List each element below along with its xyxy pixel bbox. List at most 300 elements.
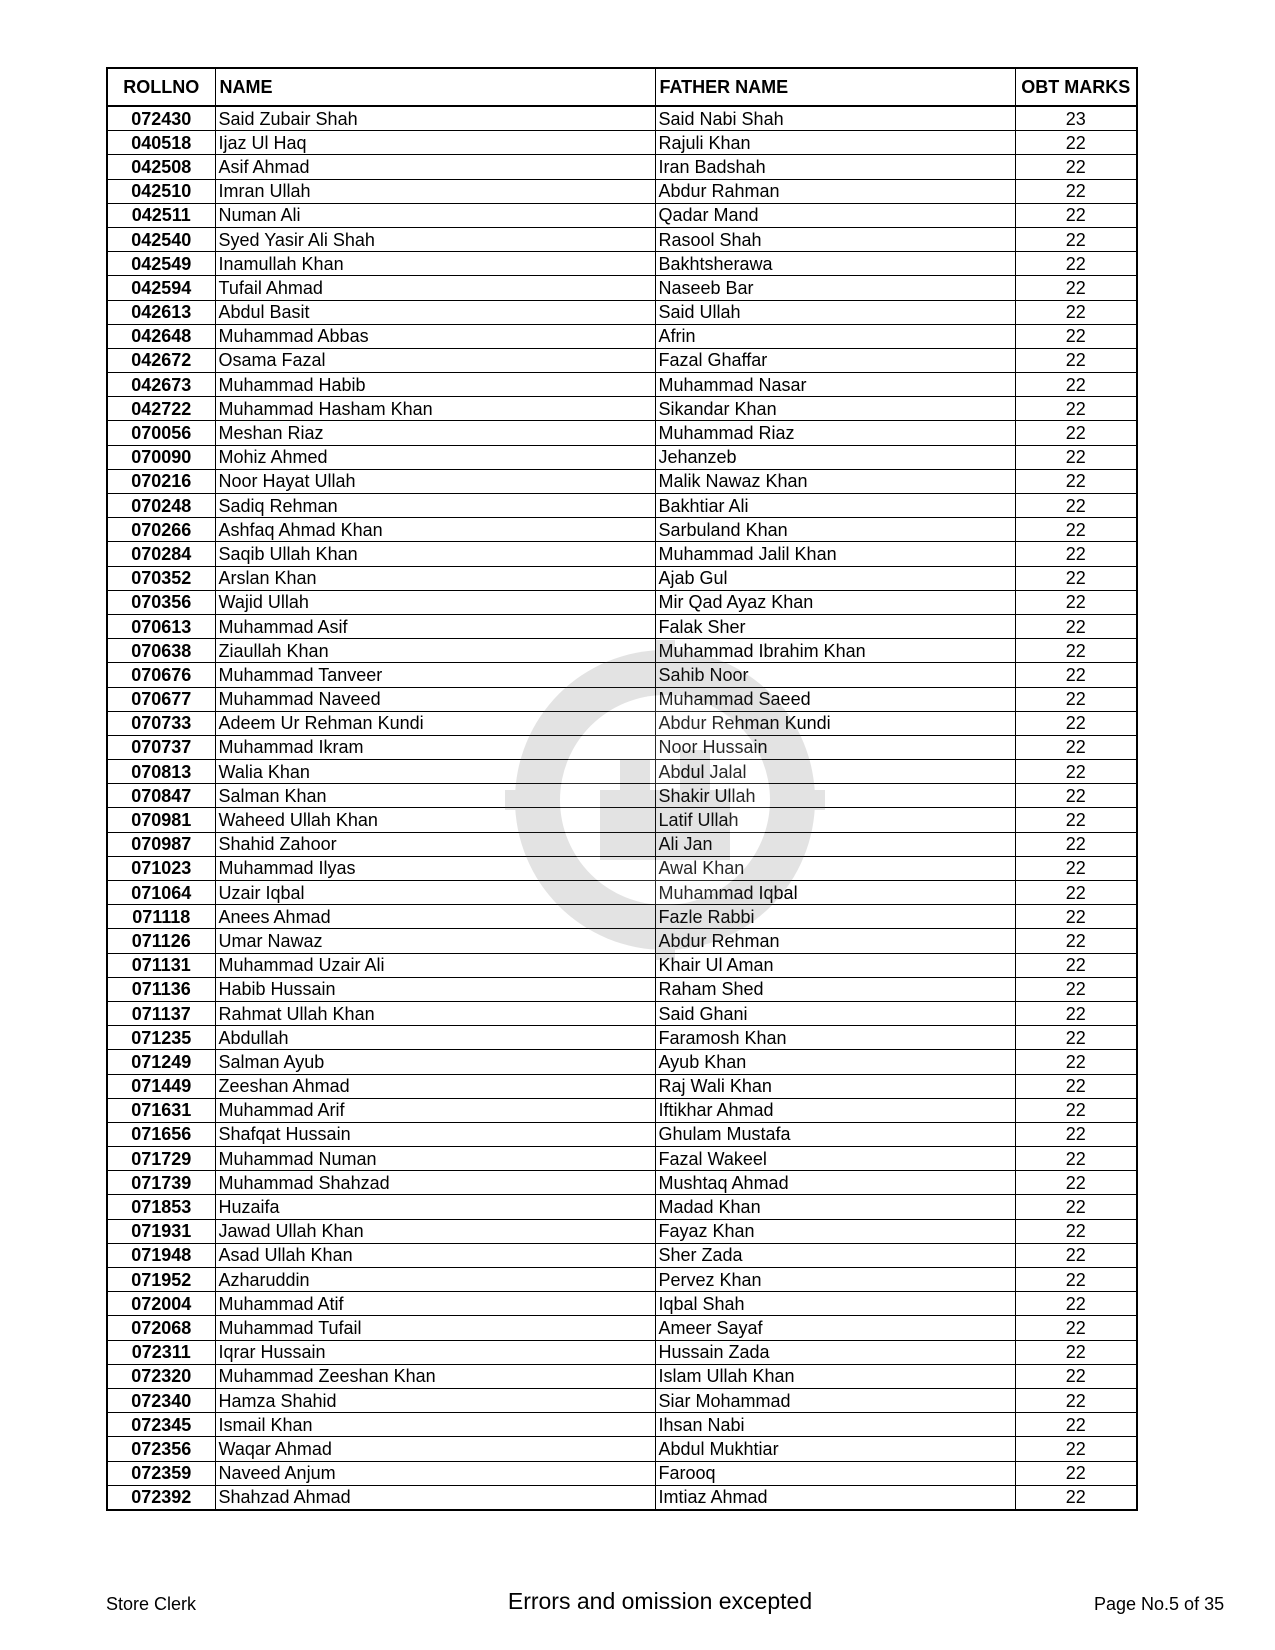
cell-name: Shahzad Ahmad — [215, 1485, 655, 1510]
cell-name: Asif Ahmad — [215, 155, 655, 179]
cell-name: Waqar Ahmad — [215, 1437, 655, 1461]
cell-father-name: Madad Khan — [655, 1195, 1015, 1219]
cell-rollno: 070676 — [107, 663, 215, 687]
cell-obt-marks: 22 — [1015, 566, 1137, 590]
cell-name: Imran Ullah — [215, 179, 655, 203]
cell-obt-marks: 22 — [1015, 1413, 1137, 1437]
table-row — [107, 1026, 1137, 1050]
cell-obt-marks: 22 — [1015, 542, 1137, 566]
table-row — [107, 518, 1137, 542]
cell-father-name: Fazle Rabbi — [655, 905, 1015, 929]
table-row — [107, 397, 1137, 421]
cell-obt-marks: 22 — [1015, 639, 1137, 663]
cell-obt-marks: 22 — [1015, 300, 1137, 324]
cell-name: Noor Hayat Ullah — [215, 469, 655, 493]
cell-father-name: Qadar Mand — [655, 203, 1015, 227]
cell-name: Muhammad Asif — [215, 614, 655, 638]
cell-rollno: 072359 — [107, 1461, 215, 1485]
table-row — [107, 808, 1137, 832]
cell-father-name: Muhammad Saeed — [655, 687, 1015, 711]
cell-name: Saqib Ullah Khan — [215, 542, 655, 566]
cell-rollno: 072311 — [107, 1340, 215, 1364]
cell-rollno: 071131 — [107, 953, 215, 977]
cell-obt-marks: 22 — [1015, 1195, 1137, 1219]
cell-rollno: 042613 — [107, 300, 215, 324]
cell-obt-marks: 22 — [1015, 373, 1137, 397]
cell-name: Said Zubair Shah — [215, 106, 655, 131]
table-row — [107, 832, 1137, 856]
table-row — [107, 590, 1137, 614]
table-row — [107, 494, 1137, 518]
cell-name: Ziaullah Khan — [215, 639, 655, 663]
cell-rollno: 071137 — [107, 1001, 215, 1025]
cell-father-name: Ihsan Nabi — [655, 1413, 1015, 1437]
cell-obt-marks: 22 — [1015, 784, 1137, 808]
table-row — [107, 203, 1137, 227]
header-obt-marks: OBT MARKS — [1015, 68, 1137, 106]
table-row — [107, 1195, 1137, 1219]
table-row — [107, 1268, 1137, 1292]
cell-rollno: 070847 — [107, 784, 215, 808]
table-row — [107, 276, 1137, 300]
table-header-row — [107, 68, 1137, 106]
cell-obt-marks: 22 — [1015, 518, 1137, 542]
table-row — [107, 1074, 1137, 1098]
cell-rollno: 071064 — [107, 881, 215, 905]
table-row — [107, 977, 1137, 1001]
cell-father-name: Jehanzeb — [655, 445, 1015, 469]
cell-obt-marks: 22 — [1015, 469, 1137, 493]
cell-rollno: 070813 — [107, 760, 215, 784]
cell-father-name: Ali Jan — [655, 832, 1015, 856]
cell-obt-marks: 22 — [1015, 856, 1137, 880]
cell-father-name: Mushtaq Ahmad — [655, 1171, 1015, 1195]
table-row — [107, 953, 1137, 977]
cell-rollno: 042549 — [107, 252, 215, 276]
table-row — [107, 252, 1137, 276]
cell-father-name: Mir Qad Ayaz Khan — [655, 590, 1015, 614]
header-father-name: FATHER NAME — [655, 68, 1015, 106]
cell-obt-marks: 22 — [1015, 324, 1137, 348]
cell-name: Abdul Basit — [215, 300, 655, 324]
table-row — [107, 227, 1137, 251]
cell-obt-marks: 22 — [1015, 276, 1137, 300]
cell-father-name: Sikandar Khan — [655, 397, 1015, 421]
cell-obt-marks: 22 — [1015, 1098, 1137, 1122]
cell-rollno: 070356 — [107, 590, 215, 614]
cell-father-name: Ayub Khan — [655, 1050, 1015, 1074]
cell-father-name: Said Nabi Shah — [655, 106, 1015, 131]
cell-father-name: Khair Ul Aman — [655, 953, 1015, 977]
cell-obt-marks: 22 — [1015, 711, 1137, 735]
table-row — [107, 784, 1137, 808]
cell-obt-marks: 22 — [1015, 1050, 1137, 1074]
table-row — [107, 639, 1137, 663]
cell-obt-marks: 22 — [1015, 929, 1137, 953]
cell-name: Muhammad Hasham Khan — [215, 397, 655, 421]
cell-obt-marks: 22 — [1015, 1268, 1137, 1292]
cell-father-name: Raham Shed — [655, 977, 1015, 1001]
cell-father-name: Muhammad Ibrahim Khan — [655, 639, 1015, 663]
cell-father-name: Pervez Khan — [655, 1268, 1015, 1292]
cell-father-name: Muhammad Iqbal — [655, 881, 1015, 905]
cell-rollno: 042594 — [107, 276, 215, 300]
cell-father-name: Abdul Jalal — [655, 760, 1015, 784]
cell-father-name: Ghulam Mustafa — [655, 1122, 1015, 1146]
table-row — [107, 566, 1137, 590]
cell-father-name: Iqbal Shah — [655, 1292, 1015, 1316]
cell-father-name: Shakir Ullah — [655, 784, 1015, 808]
cell-father-name: Latif Ullah — [655, 808, 1015, 832]
cell-obt-marks: 22 — [1015, 421, 1137, 445]
cell-rollno: 070248 — [107, 494, 215, 518]
cell-father-name: Abdur Rahman — [655, 179, 1015, 203]
table-row — [107, 1461, 1137, 1485]
cell-father-name: Bakhtsherawa — [655, 252, 1015, 276]
cell-obt-marks: 22 — [1015, 1340, 1137, 1364]
table-row — [107, 1437, 1137, 1461]
cell-obt-marks: 22 — [1015, 687, 1137, 711]
table-row — [107, 614, 1137, 638]
table-row — [107, 1292, 1137, 1316]
cell-father-name: Iran Badshah — [655, 155, 1015, 179]
cell-name: Muhammad Naveed — [215, 687, 655, 711]
cell-rollno: 071931 — [107, 1219, 215, 1243]
cell-name: Muhammad Ilyas — [215, 856, 655, 880]
cell-obt-marks: 22 — [1015, 1001, 1137, 1025]
cell-name: Iqrar Hussain — [215, 1340, 655, 1364]
cell-father-name: Afrin — [655, 324, 1015, 348]
cell-obt-marks: 22 — [1015, 131, 1137, 155]
table-row — [107, 300, 1137, 324]
cell-father-name: Naseeb Bar — [655, 276, 1015, 300]
table-row — [107, 711, 1137, 735]
table-row — [107, 155, 1137, 179]
cell-name: Azharuddin — [215, 1268, 655, 1292]
cell-rollno: 070352 — [107, 566, 215, 590]
cell-obt-marks: 22 — [1015, 1485, 1137, 1510]
cell-obt-marks: 22 — [1015, 1292, 1137, 1316]
table-row — [107, 687, 1137, 711]
cell-obt-marks: 22 — [1015, 1316, 1137, 1340]
cell-obt-marks: 22 — [1015, 1147, 1137, 1171]
cell-obt-marks: 22 — [1015, 179, 1137, 203]
cell-father-name: Ameer Sayaf — [655, 1316, 1015, 1340]
cell-father-name: Raj Wali Khan — [655, 1074, 1015, 1098]
cell-obt-marks: 22 — [1015, 663, 1137, 687]
cell-rollno: 072068 — [107, 1316, 215, 1340]
cell-rollno: 071739 — [107, 1171, 215, 1195]
cell-name: Shahid Zahoor — [215, 832, 655, 856]
table-row — [107, 1219, 1137, 1243]
cell-father-name: Falak Sher — [655, 614, 1015, 638]
cell-father-name: Farooq — [655, 1461, 1015, 1485]
cell-name: Muhammad Abbas — [215, 324, 655, 348]
cell-name: Osama Fazal — [215, 348, 655, 372]
cell-name: Anees Ahmad — [215, 905, 655, 929]
table-row — [107, 1388, 1137, 1412]
cell-father-name: Rasool Shah — [655, 227, 1015, 251]
cell-father-name: Sahib Noor — [655, 663, 1015, 687]
footer-signatory: Store Clerk — [106, 1594, 197, 1614]
cell-rollno: 070216 — [107, 469, 215, 493]
cell-obt-marks: 22 — [1015, 1026, 1137, 1050]
cell-father-name: Noor Hussain — [655, 735, 1015, 759]
cell-obt-marks: 22 — [1015, 953, 1137, 977]
cell-rollno: 072004 — [107, 1292, 215, 1316]
cell-name: Inamullah Khan — [215, 252, 655, 276]
footer-page-number: Page No.5 of 35 — [1094, 1594, 1225, 1614]
table-row — [107, 469, 1137, 493]
cell-rollno: 042648 — [107, 324, 215, 348]
cell-name: Meshan Riaz — [215, 421, 655, 445]
cell-rollno: 072356 — [107, 1437, 215, 1461]
cell-father-name: Faramosh Khan — [655, 1026, 1015, 1050]
cell-obt-marks: 22 — [1015, 1461, 1137, 1485]
cell-obt-marks: 22 — [1015, 808, 1137, 832]
cell-rollno: 072345 — [107, 1413, 215, 1437]
header-rollno: ROLLNO — [107, 68, 215, 106]
cell-obt-marks: 22 — [1015, 977, 1137, 1001]
cell-father-name: Abdur Rehman — [655, 929, 1015, 953]
table-row — [107, 856, 1137, 880]
cell-father-name: Islam Ullah Khan — [655, 1364, 1015, 1388]
cell-rollno: 071136 — [107, 977, 215, 1001]
cell-obt-marks: 22 — [1015, 832, 1137, 856]
cell-obt-marks: 22 — [1015, 905, 1137, 929]
table-row — [107, 1485, 1137, 1510]
cell-name: Huzaifa — [215, 1195, 655, 1219]
cell-father-name: Said Ullah — [655, 300, 1015, 324]
cell-father-name: Hussain Zada — [655, 1340, 1015, 1364]
cell-name: Abdullah — [215, 1026, 655, 1050]
cell-name: Muhammad Arif — [215, 1098, 655, 1122]
header-name: NAME — [215, 68, 655, 106]
cell-name: Jawad Ullah Khan — [215, 1219, 655, 1243]
table-row — [107, 179, 1137, 203]
cell-rollno: 071729 — [107, 1147, 215, 1171]
cell-obt-marks: 22 — [1015, 1437, 1137, 1461]
cell-name: Sadiq Rehman — [215, 494, 655, 518]
results-table — [106, 67, 1138, 1511]
cell-father-name: Ajab Gul — [655, 566, 1015, 590]
cell-rollno: 072430 — [107, 106, 215, 131]
cell-rollno: 042510 — [107, 179, 215, 203]
table-row — [107, 1001, 1137, 1025]
table-row — [107, 1364, 1137, 1388]
cell-father-name: Imtiaz Ahmad — [655, 1485, 1015, 1510]
cell-rollno: 071853 — [107, 1195, 215, 1219]
table-row — [107, 1050, 1137, 1074]
cell-obt-marks: 22 — [1015, 1388, 1137, 1412]
cell-obt-marks: 22 — [1015, 881, 1137, 905]
cell-name: Uzair Iqbal — [215, 881, 655, 905]
table-row — [107, 1413, 1137, 1437]
cell-father-name: Muhammad Jalil Khan — [655, 542, 1015, 566]
cell-rollno: 042540 — [107, 227, 215, 251]
cell-name: Muhammad Uzair Ali — [215, 953, 655, 977]
cell-father-name: Fazal Ghaffar — [655, 348, 1015, 372]
table-row — [107, 445, 1137, 469]
cell-name: Tufail Ahmad — [215, 276, 655, 300]
cell-name: Muhammad Zeeshan Khan — [215, 1364, 655, 1388]
cell-rollno: 070056 — [107, 421, 215, 445]
cell-father-name: Abdul Mukhtiar — [655, 1437, 1015, 1461]
cell-name: Umar Nawaz — [215, 929, 655, 953]
table-row — [107, 348, 1137, 372]
cell-obt-marks: 22 — [1015, 735, 1137, 759]
cell-rollno: 042511 — [107, 203, 215, 227]
cell-rollno: 070284 — [107, 542, 215, 566]
cell-obt-marks: 22 — [1015, 155, 1137, 179]
cell-name: Rahmat Ullah Khan — [215, 1001, 655, 1025]
cell-obt-marks: 22 — [1015, 227, 1137, 251]
cell-rollno: 071235 — [107, 1026, 215, 1050]
table-row — [107, 760, 1137, 784]
table-row — [107, 324, 1137, 348]
table-row — [107, 881, 1137, 905]
cell-obt-marks: 22 — [1015, 1364, 1137, 1388]
table-row — [107, 735, 1137, 759]
cell-obt-marks: 22 — [1015, 1171, 1137, 1195]
cell-rollno: 042722 — [107, 397, 215, 421]
table-row — [107, 1147, 1137, 1171]
cell-rollno: 071023 — [107, 856, 215, 880]
cell-rollno: 071126 — [107, 929, 215, 953]
cell-name: Numan Ali — [215, 203, 655, 227]
cell-rollno: 071952 — [107, 1268, 215, 1292]
table-row — [107, 1098, 1137, 1122]
cell-obt-marks: 22 — [1015, 252, 1137, 276]
cell-name: Muhammad Numan — [215, 1147, 655, 1171]
cell-name: Adeem Ur Rehman Kundi — [215, 711, 655, 735]
cell-obt-marks: 22 — [1015, 614, 1137, 638]
table-row — [107, 663, 1137, 687]
cell-name: Salman Ayub — [215, 1050, 655, 1074]
cell-name: Muhammad Tufail — [215, 1316, 655, 1340]
cell-name: Habib Hussain — [215, 977, 655, 1001]
cell-father-name: Sarbuland Khan — [655, 518, 1015, 542]
cell-obt-marks: 22 — [1015, 397, 1137, 421]
cell-name: Hamza Shahid — [215, 1388, 655, 1412]
cell-obt-marks: 22 — [1015, 1219, 1137, 1243]
cell-obt-marks: 22 — [1015, 590, 1137, 614]
table-row — [107, 373, 1137, 397]
cell-father-name: Said Ghani — [655, 1001, 1015, 1025]
cell-rollno: 070733 — [107, 711, 215, 735]
cell-father-name: Sher Zada — [655, 1243, 1015, 1267]
cell-name: Walia Khan — [215, 760, 655, 784]
cell-father-name: Bakhtiar Ali — [655, 494, 1015, 518]
cell-rollno: 070981 — [107, 808, 215, 832]
table-row — [107, 1316, 1137, 1340]
cell-name: Muhammad Ikram — [215, 735, 655, 759]
cell-name: Arslan Khan — [215, 566, 655, 590]
cell-name: Wajid Ullah — [215, 590, 655, 614]
cell-father-name: Awal Khan — [655, 856, 1015, 880]
cell-name: Zeeshan Ahmad — [215, 1074, 655, 1098]
cell-name: Muhammad Habib — [215, 373, 655, 397]
cell-rollno: 071631 — [107, 1098, 215, 1122]
table-row — [107, 131, 1137, 155]
cell-name: Ismail Khan — [215, 1413, 655, 1437]
cell-rollno: 071249 — [107, 1050, 215, 1074]
cell-rollno: 071118 — [107, 905, 215, 929]
cell-obt-marks: 22 — [1015, 494, 1137, 518]
cell-father-name: Muhammad Riaz — [655, 421, 1015, 445]
cell-rollno: 070987 — [107, 832, 215, 856]
cell-rollno: 072340 — [107, 1388, 215, 1412]
cell-name: Muhammad Shahzad — [215, 1171, 655, 1195]
cell-obt-marks: 22 — [1015, 760, 1137, 784]
cell-father-name: Malik Nawaz Khan — [655, 469, 1015, 493]
table-body — [107, 106, 1137, 1510]
cell-name: Mohiz Ahmed — [215, 445, 655, 469]
cell-rollno: 072320 — [107, 1364, 215, 1388]
cell-name: Ijaz Ul Haq — [215, 131, 655, 155]
cell-name: Salman Khan — [215, 784, 655, 808]
table-row — [107, 421, 1137, 445]
table-row — [107, 929, 1137, 953]
cell-father-name: Fazal Wakeel — [655, 1147, 1015, 1171]
cell-father-name: Rajuli Khan — [655, 131, 1015, 155]
cell-obt-marks: 22 — [1015, 445, 1137, 469]
cell-name: Waheed Ullah Khan — [215, 808, 655, 832]
cell-rollno: 040518 — [107, 131, 215, 155]
cell-rollno: 070677 — [107, 687, 215, 711]
cell-father-name: Fayaz Khan — [655, 1219, 1015, 1243]
cell-name: Syed Yasir Ali Shah — [215, 227, 655, 251]
table-row — [107, 1171, 1137, 1195]
cell-name: Muhammad Tanveer — [215, 663, 655, 687]
cell-father-name: Iftikhar Ahmad — [655, 1098, 1015, 1122]
cell-obt-marks: 22 — [1015, 1243, 1137, 1267]
cell-obt-marks: 23 — [1015, 106, 1137, 131]
cell-father-name: Siar Mohammad — [655, 1388, 1015, 1412]
cell-rollno: 071948 — [107, 1243, 215, 1267]
table-row — [107, 542, 1137, 566]
cell-rollno: 070266 — [107, 518, 215, 542]
cell-rollno: 071449 — [107, 1074, 215, 1098]
cell-rollno: 072392 — [107, 1485, 215, 1510]
table-row — [107, 106, 1137, 131]
cell-rollno: 042508 — [107, 155, 215, 179]
cell-rollno: 042672 — [107, 348, 215, 372]
cell-rollno: 042673 — [107, 373, 215, 397]
table-row — [107, 1340, 1137, 1364]
cell-rollno: 070737 — [107, 735, 215, 759]
cell-name: Muhammad Atif — [215, 1292, 655, 1316]
cell-rollno: 071656 — [107, 1122, 215, 1146]
cell-name: Naveed Anjum — [215, 1461, 655, 1485]
cell-obt-marks: 22 — [1015, 1122, 1137, 1146]
cell-rollno: 070613 — [107, 614, 215, 638]
cell-name: Shafqat Hussain — [215, 1122, 655, 1146]
cell-rollno: 070090 — [107, 445, 215, 469]
footer-disclaimer: Errors and omission excepted — [507, 1588, 813, 1614]
cell-father-name: Abdur Rehman Kundi — [655, 711, 1015, 735]
table-row — [107, 1122, 1137, 1146]
cell-name: Asad Ullah Khan — [215, 1243, 655, 1267]
cell-obt-marks: 22 — [1015, 1074, 1137, 1098]
cell-name: Ashfaq Ahmad Khan — [215, 518, 655, 542]
table-row — [107, 1243, 1137, 1267]
cell-father-name: Muhammad Nasar — [655, 373, 1015, 397]
cell-rollno: 070638 — [107, 639, 215, 663]
cell-obt-marks: 22 — [1015, 203, 1137, 227]
cell-obt-marks: 22 — [1015, 348, 1137, 372]
table-row — [107, 905, 1137, 929]
